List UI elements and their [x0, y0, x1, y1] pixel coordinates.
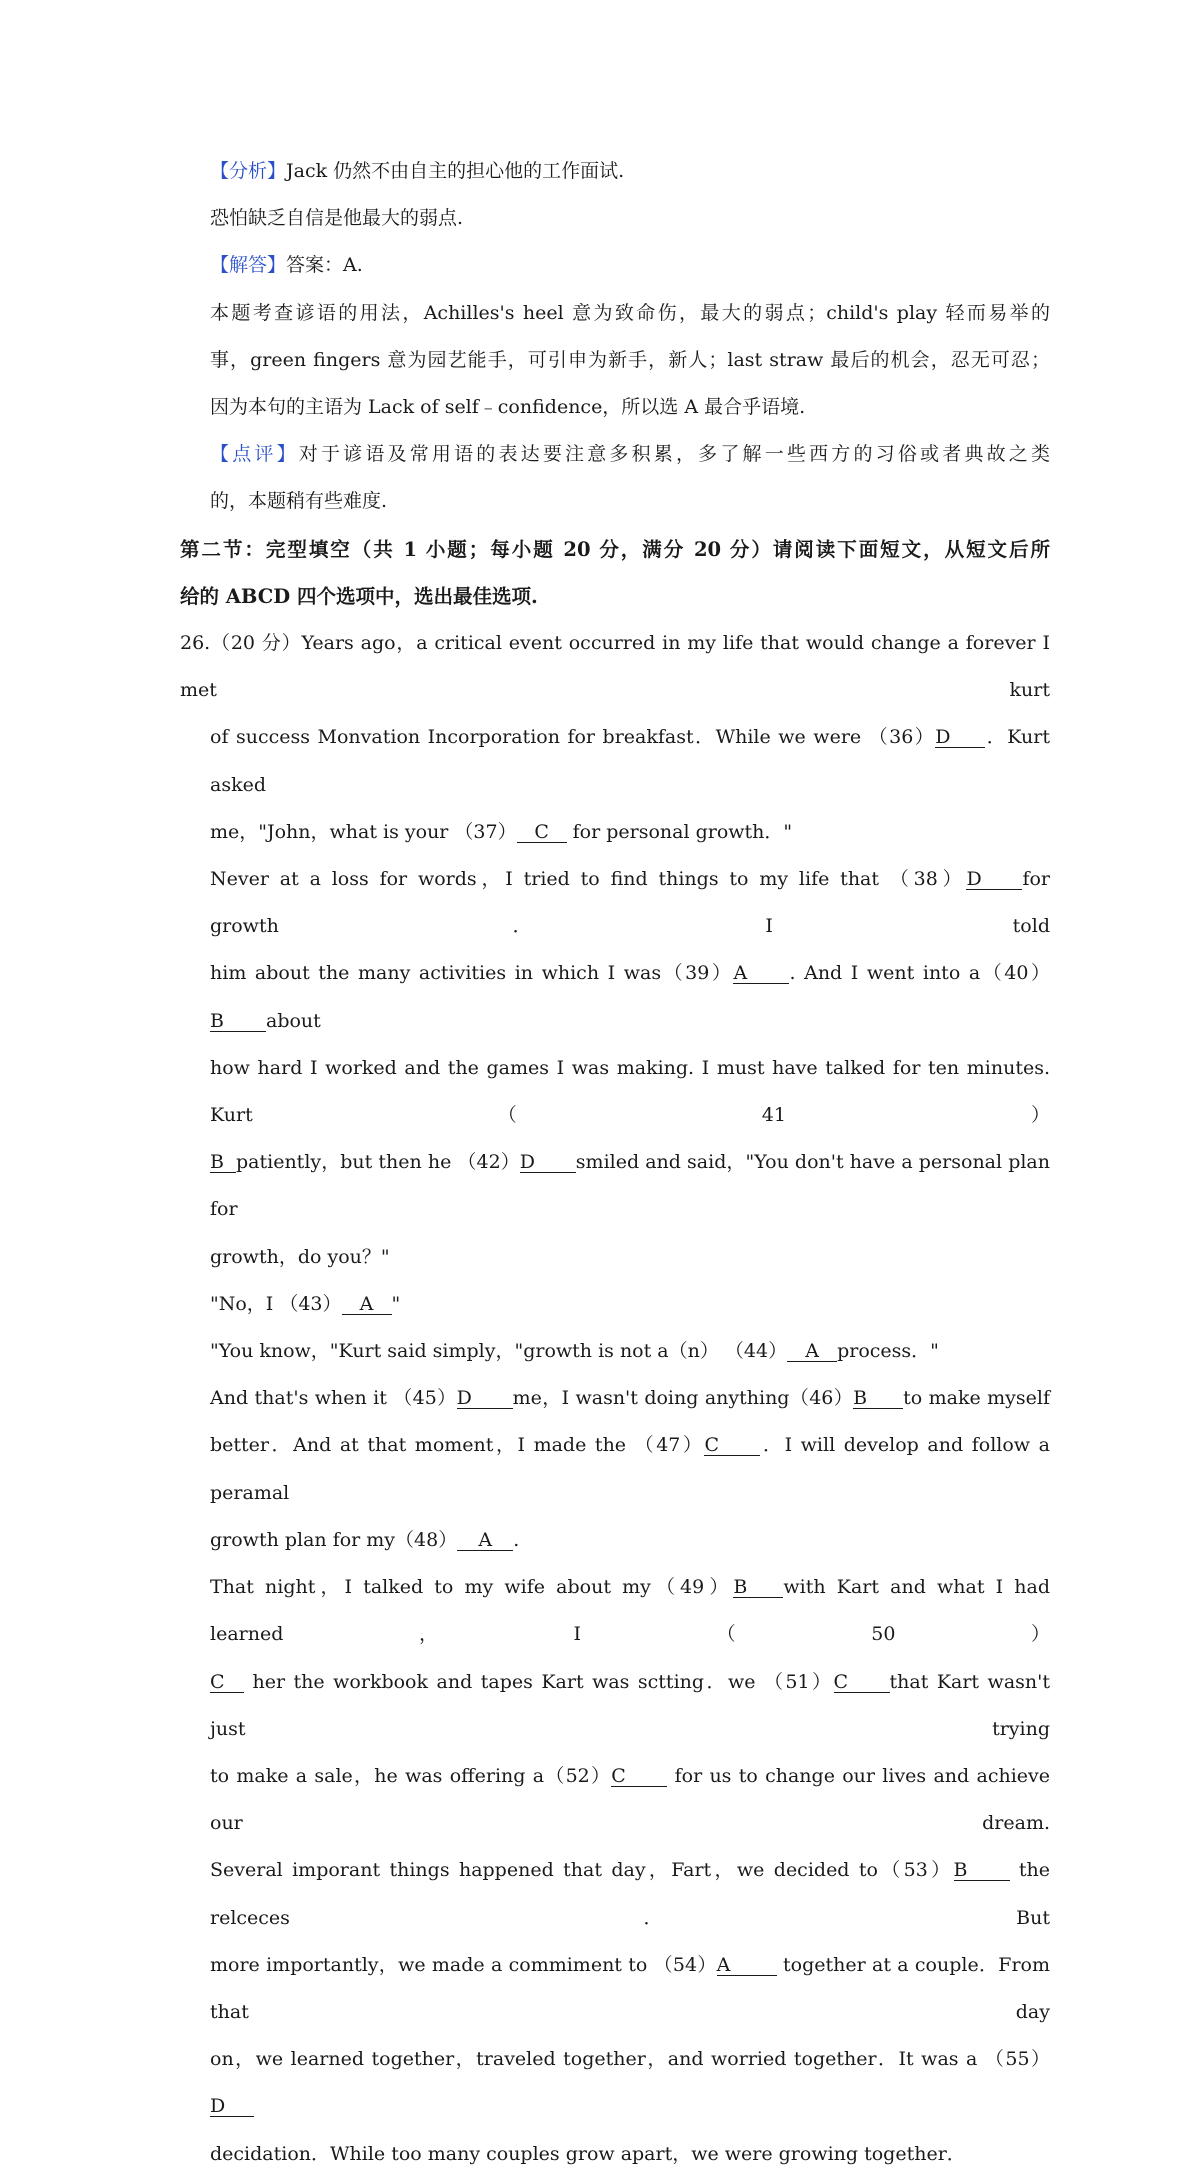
- text-segment: that Kart wasn't just trying: [210, 1670, 1050, 1740]
- text-segment: about: [266, 1009, 321, 1032]
- question-line-19: [180, 2036, 1050, 2130]
- question-line-13: [180, 1517, 1050, 1564]
- text-segment: on，we learned together，traveled together，and worried together．It was a （55）: [210, 2048, 1050, 2071]
- question-line-16: [180, 1753, 1050, 1847]
- text-segment: with Kart and what I had learned，I（50）: [210, 1576, 1050, 1646]
- answer-explanation-1: 本题考查谚语的用法，Achilles's heel 意为致命伤，最大的弱点；child's play 轻而易举的: [210, 301, 1050, 324]
- answer-text: 答案：A.: [286, 254, 363, 277]
- question-line-17: [180, 1847, 1050, 1941]
- answer-line: [180, 242, 1050, 289]
- answer-blank-52: C: [611, 1766, 667, 1787]
- question-line-18: [180, 1942, 1050, 2036]
- text-segment: for growth．I told: [210, 868, 1050, 938]
- text-segment: "You know，"Kurt said simply，"growth is not a（n） （44）: [210, 1340, 788, 1363]
- section-heading-1: 第二节：完型填空（共 1 小题；每小题 20 分，满分 20 分）请阅读下面短文，从短文后所: [180, 537, 1050, 561]
- answer-blank-47: C: [704, 1435, 760, 1456]
- answer-blank-55: D: [210, 2096, 254, 2117]
- answer-blank-41: B: [210, 1152, 236, 1173]
- text-segment: of success Monvation Incorporation for breakfast．While we were （36）: [210, 726, 936, 749]
- question-line-1: 26.（20 分）Years ago，a critical event occurred in my life that would change a forever I met kurt: [180, 632, 1050, 702]
- answer-blank-37: C: [517, 822, 567, 843]
- question-line-12: [180, 1422, 1050, 1516]
- question-line-8: growth，do you？": [210, 1245, 390, 1268]
- question-line-7: [180, 1139, 1050, 1233]
- answer-blank-36: D: [935, 727, 985, 748]
- answer-blank-49: B: [733, 1577, 783, 1598]
- text-segment: ．I will develop and follow a peramal: [210, 1434, 1050, 1504]
- text-segment: to make myself: [903, 1387, 1050, 1410]
- question-line-11: [180, 1375, 1050, 1422]
- text-segment: her the workbook and tapes Kart was sctting．we （51）: [244, 1670, 834, 1693]
- text-segment: the relceces．But: [210, 1859, 1051, 1929]
- answer-blank-45: D: [457, 1388, 513, 1409]
- question-line-15: [180, 1659, 1050, 1753]
- text-segment: growth plan for my（48）: [210, 1528, 458, 1551]
- text-segment: ．Kurt asked: [210, 726, 1050, 796]
- section-heading-2: 给的 ABCD 四个选项中，选出最佳选项.: [180, 584, 538, 608]
- text-segment: more importantly，we made a commiment to （54）: [210, 1953, 717, 1976]
- answer-blank-54: A: [717, 1955, 777, 1976]
- text-segment: Never at a loss for words，I tried to find things to my life that （38）: [210, 868, 967, 891]
- answer-blank-50: C: [210, 1672, 244, 1693]
- answer-blank-44: A: [787, 1341, 837, 1362]
- answer-blank-51: C: [834, 1672, 890, 1693]
- text-segment: process．": [837, 1340, 939, 1363]
- question-line-20: decidation．While too many couples grow apart，we were growing together．: [210, 2142, 966, 2165]
- comment-tag: 【点评】: [210, 443, 299, 466]
- question-line-3: [180, 809, 1050, 856]
- analysis-text-1: Jack 仍然不由自主的担心他的工作面试.: [286, 160, 625, 182]
- text-segment: together at a couple．From that day: [210, 1953, 1050, 2023]
- text-segment: And that's when it （45）: [210, 1387, 457, 1410]
- question-line-14: [180, 1564, 1050, 1658]
- text-segment: "No，I （43）: [210, 1292, 342, 1315]
- analysis-line-2: 恐怕缺乏自信是他最大的弱点.: [210, 207, 464, 230]
- text-segment: him about the many activities in which I was（39）: [210, 962, 734, 985]
- comment-text-1: 对于谚语及常用语的表达要注意多积累，多了解一些西方的习俗或者典故之类: [298, 443, 1050, 466]
- answer-blank-39: A: [733, 963, 789, 984]
- answer-blank-38: D: [966, 869, 1022, 890]
- answer-blank-43: A: [342, 1294, 392, 1315]
- text-segment: patiently，but then he （42）: [236, 1151, 520, 1174]
- comment-line-1: [180, 431, 1050, 478]
- answer-blank-46: B: [853, 1388, 903, 1409]
- text-segment: That night，I talked to my wife about my（49）: [210, 1576, 734, 1599]
- answer-explanation-2: 事，green fingers 意为园艺能手，可引申为新手，新人；last straw 最后的机会，忍无可忍；: [210, 348, 1050, 371]
- answer-blank-48: A: [457, 1530, 513, 1551]
- question-line-4: [180, 856, 1050, 950]
- comment-line-2: 的，本题稍有些难度.: [210, 490, 388, 513]
- text-segment: me，I wasn't doing anything（46）: [512, 1387, 854, 1410]
- answer-tag: 【解答】: [210, 254, 287, 277]
- text-segment: for personal growth．": [566, 820, 793, 843]
- analysis-line-1: [180, 148, 1050, 195]
- analysis-tag: 【分析】: [210, 160, 287, 182]
- text-segment: .: [513, 1528, 520, 1551]
- answer-blank-53: B: [954, 1860, 1010, 1881]
- question-line-10: [180, 1328, 1050, 1375]
- text-segment: . And I went into a（40）: [789, 962, 1050, 985]
- text-segment: Several imporant things happened that day，Fart，we decided to（53）: [210, 1859, 954, 1882]
- question-line-5: [180, 950, 1050, 1044]
- question-line-9: [180, 1281, 1050, 1328]
- question-line-6: how hard I worked and the games I was making. I must have talked for ten minutes. Kurt（41）: [210, 1056, 1050, 1127]
- text-segment: me，"John，what is your （37）: [210, 820, 517, 843]
- text-segment: better．And at that moment，I made the （47）: [210, 1434, 705, 1457]
- question-line-2: [180, 714, 1050, 808]
- text-segment: for us to change our lives and achieve our dream.: [210, 1764, 1050, 1835]
- text-segment: ": [391, 1292, 401, 1315]
- answer-blank-40: B: [210, 1011, 266, 1032]
- answer-blank-42: D: [520, 1152, 576, 1173]
- text-segment: smiled and said，"You don't have a personal plan for: [210, 1151, 1050, 1221]
- answer-explanation-3: 因为本句的主语为 Lack of self﹣confidence，所以选 A 最合乎语境.: [210, 396, 806, 419]
- text-segment: to make a sale，he was offering a（52）: [210, 1764, 612, 1787]
